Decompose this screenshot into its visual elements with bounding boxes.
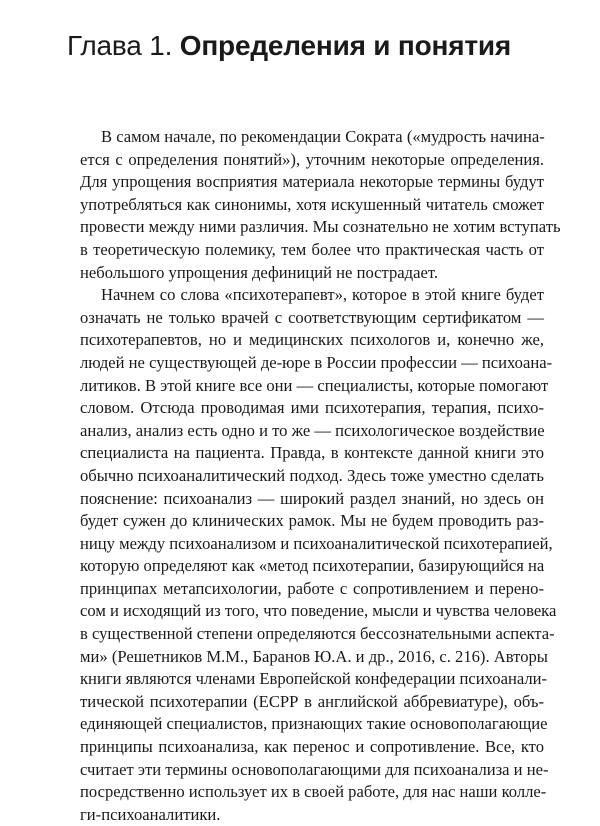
text-line: анализ, анализ есть одно и то же — психологическое воздействие — [80, 420, 545, 440]
chapter-name: Определения и понятия — [179, 30, 512, 61]
text-line: людей не существующей де-юре в России профессии — психоана- — [80, 352, 553, 372]
paragraph — [80, 284, 557, 826]
text-line: ги-психоаналитики. — [80, 804, 221, 824]
text-line: Для упрощения восприятия материала некоторые термины будут — [80, 172, 544, 192]
text-line: специалиста на пациента. Правда, в контексте данной книги это — [80, 443, 544, 463]
text-line: в существенной степени определяются бессознательными аспекта- — [80, 624, 555, 644]
text-line: провести между ними различия. Мы сознательно не хотим вступать — [80, 217, 561, 237]
text-line: употребляться как синонимы, хотя искушенный читатель сможет — [80, 194, 544, 214]
text-line: пояснение: психоанализ — широкий раздел знаний, но здесь он — [80, 488, 544, 508]
text-line: небольшого упрощения дефиниций не пострадает. — [80, 262, 438, 282]
text-line: книги являются членами Европейской конфедерации психоанали- — [80, 669, 548, 689]
body-text — [80, 126, 561, 826]
chapter-title — [67, 26, 511, 66]
text-line: В самом начале, по рекомендации Сократа («мудрость начина- — [101, 127, 545, 146]
text-line: будет сужен до клинических рамок. Мы не будем проводить раз- — [80, 511, 544, 531]
chapter-number: Глава 1. — [67, 30, 173, 61]
text-line: ми» (Решетников М.М., Баранов Ю.А. и др., 2016, с. 216). Авторы — [80, 646, 548, 666]
text-line: в теоретическую полемику, тем более что практическая часть от — [80, 239, 544, 259]
text-line: обычно психоаналитический подход. Здесь тоже уместно сделать — [80, 465, 544, 485]
text-line: посредственно использует их в своей работе, для нас наши колле- — [80, 782, 547, 802]
text-line: ется с определения понятий»), уточним некоторые определения. — [80, 149, 544, 169]
text-line: единяющей специалистов, признающих такие основополагающие — [80, 714, 548, 734]
paragraph — [80, 126, 561, 284]
text-line: психотерапевтов, но и медицинских психологов и, конечно же, — [80, 330, 544, 350]
text-line: означать не только врачей с соответствующим сертификатом — — [80, 307, 544, 327]
text-line: ницу между психоанализом и психоаналитической психотерапией, — [80, 533, 553, 553]
text-line: словом. Отсюда проводимая ими психотерапия, терапия, психо- — [80, 398, 544, 418]
text-line: которую определяют как «метод психотерапии, базирующийся на — [80, 556, 545, 576]
text-line: сом и исходящий из того, что поведение, мысли и чувства человека — [80, 601, 557, 621]
text-line: литиков. В этой книге все они — специалисты, которые помогают — [80, 375, 549, 395]
text-line: принципы психоанализа, как перенос и сопротивление. Все, кто — [80, 737, 544, 757]
text-line: Начнем со слова «психотерапевт», которое в этой книге будет — [101, 285, 544, 305]
text-line: принципах метапсихологии, работе с сопротивлением и перено- — [80, 578, 544, 598]
text-line: считает эти термины основополагающими для психоанализа и не- — [80, 759, 549, 779]
text-line: тической психотерапии (ЕСРР в английской аббревиатуре), объ- — [80, 691, 544, 711]
